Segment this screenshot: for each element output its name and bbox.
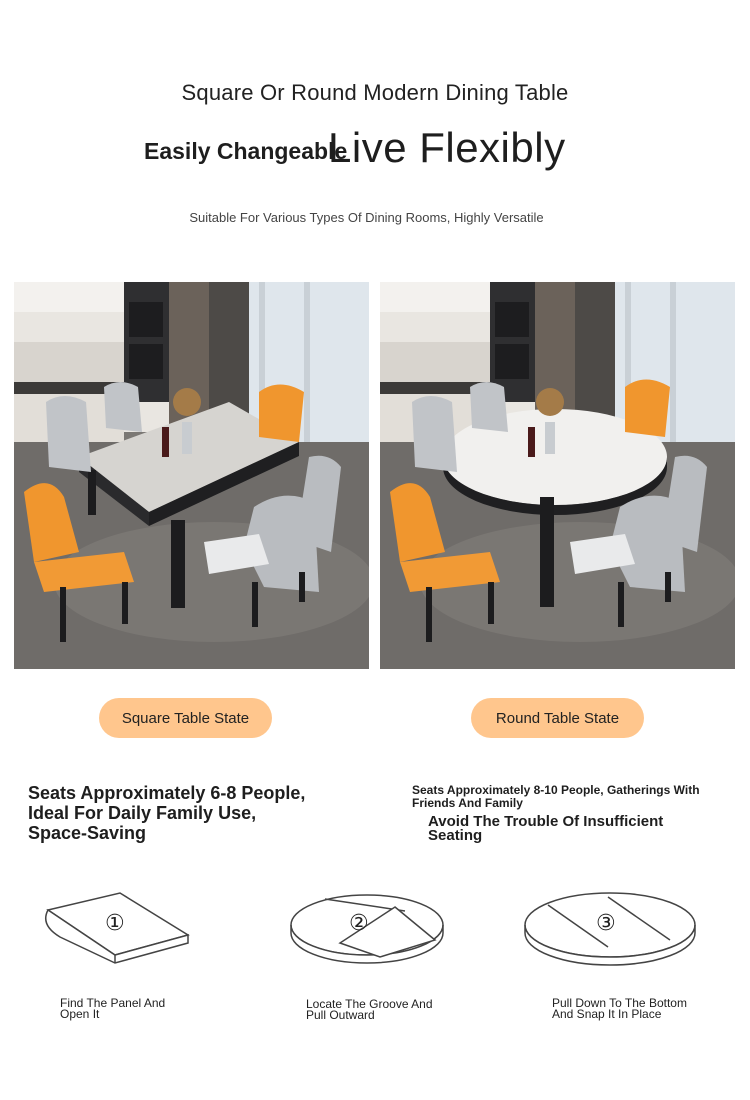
- step-1-diagram: [40, 885, 220, 975]
- square-table-photo: [14, 282, 369, 669]
- subtitle-easily-changeable: Easily Changeable: [144, 138, 348, 164]
- tagline: Suitable For Various Types Of Dining Rooms, Highly Versatile: [189, 210, 544, 225]
- step-label-line: Open It: [60, 1007, 100, 1021]
- subtitle-live-flexibly: Live Flexibly: [328, 124, 566, 171]
- description-line: Seats Approximately 8-10 People, Gatherings With: [412, 783, 700, 797]
- step-label-line: Pull Down To The Bottom: [552, 996, 687, 1010]
- step-label-line: Locate The Groove And: [306, 997, 433, 1011]
- description-line: Seats Approximately 6-8 People,: [28, 783, 306, 803]
- round-table-state-label: Round Table State: [495, 709, 620, 727]
- step-2-label: [306, 999, 486, 1021]
- description-line: Ideal For Daily Family Use,: [28, 803, 257, 823]
- step-3-number: ③: [596, 910, 616, 935]
- step-1-label: [60, 998, 240, 1020]
- step-2-number: ②: [349, 910, 369, 935]
- round-table-description-small: [412, 784, 712, 810]
- step-1-number: ①: [105, 910, 125, 935]
- step-label-line: Find The Panel And: [60, 996, 166, 1010]
- description-line: Space-Saving: [28, 823, 147, 843]
- square-table-description: [28, 783, 305, 843]
- square-table-state-label: Square Table State: [121, 709, 250, 727]
- description-line: Seating: [428, 827, 483, 844]
- page-title: Square Or Round Modern Dining Table: [181, 80, 569, 105]
- step-label-line: Pull Outward: [306, 1008, 375, 1022]
- description-line: Avoid The Trouble Of Insufficient: [428, 813, 664, 830]
- square-table-state-badge: [99, 698, 272, 738]
- step-2-diagram: [285, 885, 465, 975]
- round-table-description-large: [428, 815, 688, 843]
- round-table-state-badge: [471, 698, 644, 738]
- step-3-label: [552, 998, 732, 1020]
- description-line: Friends And Family: [412, 796, 523, 810]
- step-label-line: And Snap It In Place: [552, 1007, 662, 1021]
- round-table-photo: [380, 282, 735, 669]
